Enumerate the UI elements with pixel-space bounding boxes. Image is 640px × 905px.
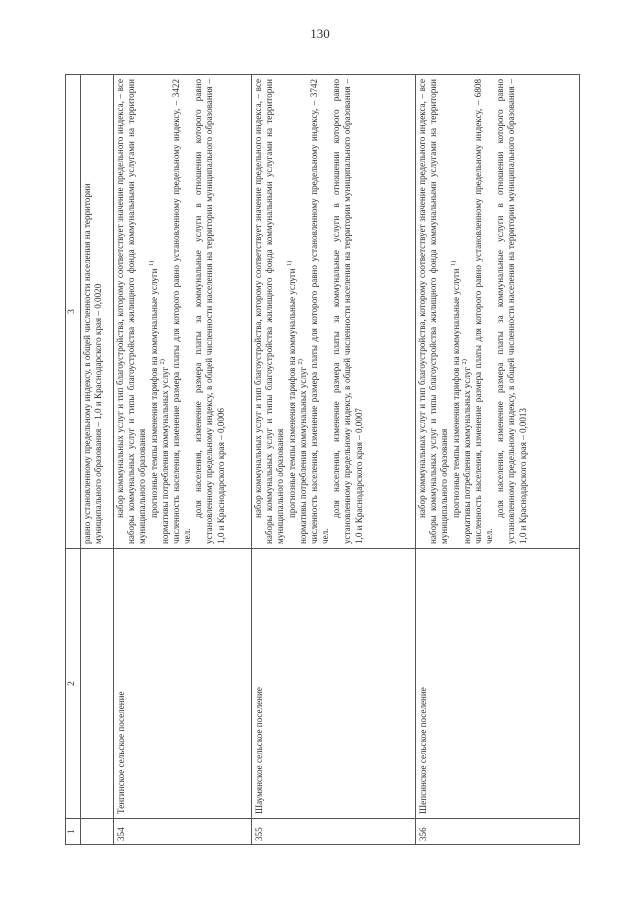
description-intro: набор коммунальных услуг и тип благоустройства, которому соответствует значение предельного индекса, – все наборы коммунальных услуг и типы благоустройства жилищного фонда коммунальными услугами на территории муниципального образования (253, 79, 286, 544)
description-share: доля населения, изменение размера платы за коммунальные услуги в отношении которого равно установленному предельному индексу, в общей численности населения на территории муниципального образования – 1,0 и Краснодарского края – 0,0013 (495, 79, 528, 544)
continuation-line-2: муниципального образования – 1,0 и Краснодарского края – 0,0020 (93, 283, 104, 544)
table-row (114, 75, 252, 845)
description-intro: набор коммунальных услуг и тип благоустройства, которому соответствует значение предельного индекса, – все наборы коммунальных услуг и типы благоустройства жилищного фонда коммунальными услугами на территории муниципального образования (417, 79, 450, 544)
description-share: доля населения, изменение размера платы за коммунальные услуги в отношении которого равно установленному предельному индексу, в общей численности населения на территории муниципального образования – 1,0 и Краснодарского края – 0,0007 (331, 79, 364, 544)
header-col-1: 1 (66, 819, 81, 845)
description-norms: нормативы потребления коммунальных услуг $^{2)}$ (460, 359, 472, 544)
rotated-table-frame (65, 75, 570, 845)
settlement-name: Тенгинское сельское поселение (114, 549, 252, 819)
description-population: численность населения, изменение размера платы для которого равно установленному предельному индексу, – 3422 чел. (170, 79, 193, 544)
continuation-number-cell (81, 819, 114, 845)
table-row (416, 75, 580, 845)
description-tariffs: прогнозные темпы изменения тарифов на коммунальные услуги $^{1)}$ (285, 260, 297, 518)
continuation-line-1: равно установленному предельному индексу, в общей численности населения на территории (82, 183, 92, 544)
description-norms: нормативы потребления коммунальных услуг $^{2)}$ (296, 359, 308, 544)
header-col-2: 2 (66, 549, 81, 819)
description-tariffs: прогнозные темпы изменения тарифов на коммунальные услуги $^{1)}$ (147, 260, 159, 518)
settlement-name: Шепсинское сельское поселение (416, 549, 580, 819)
page-number: 130 (310, 26, 330, 41)
settlement-name: Шаумянское сельское поселение (252, 549, 416, 819)
table-row (252, 75, 416, 845)
description-norms: нормативы потребления коммунальных услуг $^{2)}$ (158, 359, 170, 544)
row-number: 356 (416, 819, 580, 845)
header-col-3: 3 (66, 75, 81, 549)
table-header-row (66, 75, 81, 845)
description-cell (114, 75, 252, 549)
data-table (65, 74, 580, 845)
description-cell (252, 75, 416, 549)
description-population: численность населения, изменение размера платы для которого равно установленному предельному индексу, – 6808 чел. (472, 79, 495, 544)
description-population: численность населения, изменение размера платы для которого равно установленному предельному индексу, – 3742 чел. (308, 79, 331, 544)
description-tariffs: прогнозные темпы изменения тарифов на коммунальные услуги $^{1)}$ (449, 260, 461, 518)
table-container (65, 75, 570, 845)
description-cell (416, 75, 580, 549)
continuation-name-cell (81, 549, 114, 819)
table-row-continuation (81, 75, 114, 845)
description-intro: набор коммунальных услуг и тип благоустройства, которому соответствует значение предельного индекса, – все наборы коммунальных услуг и типы благоустройства жилищного фонда коммунальными услугами на территории муниципального образования (115, 79, 148, 544)
continuation-description-cell (81, 75, 114, 549)
row-number: 354 (114, 819, 252, 845)
row-number: 355 (252, 819, 416, 845)
description-share: доля населения, изменение размера платы за коммунальные услуги в отношении которого равно установленному предельному индексу, в общей численности населения на территории муниципального образования – 1,0 и Краснодарского края – 0,0006 (193, 79, 226, 544)
